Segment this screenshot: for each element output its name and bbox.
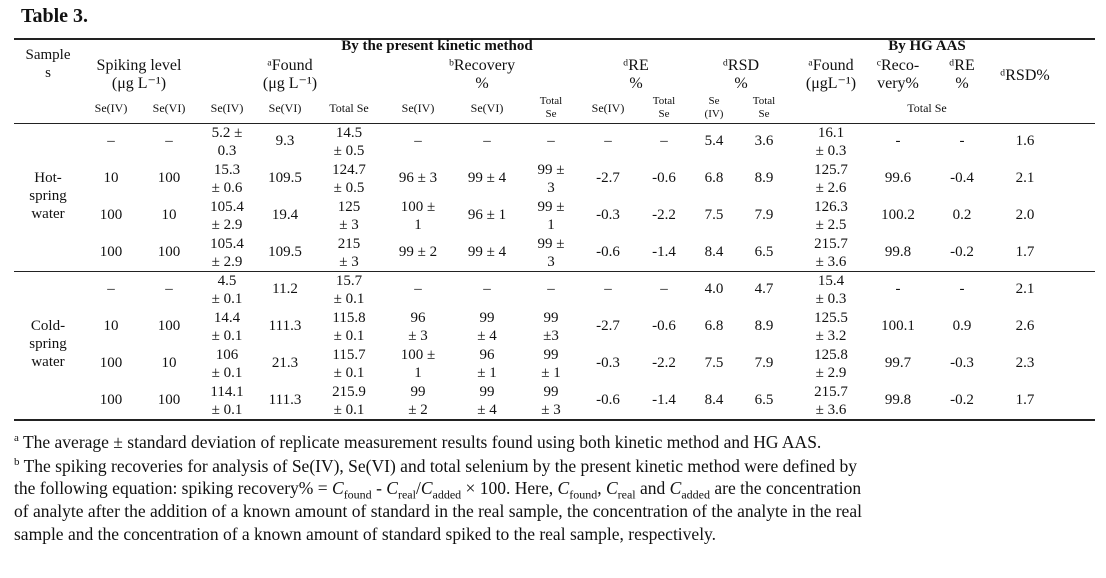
table-cell-r4: – xyxy=(414,133,422,149)
table-cell-rt: 99 ±3 xyxy=(543,310,559,344)
table-cell-r6: 99 ± 4 xyxy=(477,310,497,344)
table-cell-af: 15.4 ± 0.3 xyxy=(815,273,847,307)
footnote-a: $^a$ The average ± standard deviation of replicate measurement results found using both kinetic method and HG AAS. xyxy=(14,431,822,452)
table-cell-ar: 100.1 xyxy=(881,318,915,334)
footnote-b-line1: $^b$ The spiking recoveries for analysis of Se(IV), Se(VI) and total selenium by the present kinetic method were defined by xyxy=(14,455,857,476)
table-cell-rsdt: 6.5 xyxy=(754,244,774,260)
table-cell-f4: 106 ± 0.1 xyxy=(211,347,243,381)
group-label-cold-spring: Cold- spring water xyxy=(29,318,67,370)
table-cell-are: -0.2 xyxy=(950,392,974,408)
table-cell-are: 0.2 xyxy=(952,207,972,223)
table-cell-arsd: 2.1 xyxy=(1015,281,1035,297)
table-cell-rt: 99 ± 3 xyxy=(537,236,565,270)
sub-rsd-total: Total Se xyxy=(752,95,776,120)
table-cell-rsdt: 8.9 xyxy=(754,170,774,186)
table-cell-spk4: 100 xyxy=(99,207,123,223)
table-cell-r6: 99 ± 4 xyxy=(477,384,497,418)
table-cell-ft: 115.7 ± 0.1 xyxy=(332,347,366,381)
table-cell-af: 126.3 ± 2.5 xyxy=(814,199,848,233)
footnote-b-line2: the following equation: spiking recovery% = $C_{found} - C_{real}/C_{added} \times 100$. Here, $C_{found}$, $C_{real}$ and $C_{added}$ are the concentration xyxy=(14,478,862,502)
table-cell-r6: 96 ± 1 xyxy=(467,207,507,223)
table-cell-spk4: 100 xyxy=(99,355,123,371)
table-cell-ret: – xyxy=(660,133,668,149)
table-cell-arsd: 2.6 xyxy=(1015,318,1035,334)
table-cell-f6: 21.3 xyxy=(271,355,299,371)
table-cell-f6: 19.4 xyxy=(271,207,299,223)
table-cell-f6: 111.3 xyxy=(268,392,302,408)
table-cell-ft: 125 ± 3 xyxy=(337,199,361,233)
table-cell-spk4: – xyxy=(107,281,115,297)
table-group-rule xyxy=(14,271,1095,272)
table-cell-ret: -2.2 xyxy=(652,355,676,371)
table-cell-rsd4: 5.4 xyxy=(704,133,724,149)
table-cell-f4: 14.4 ± 0.1 xyxy=(211,310,243,344)
table-cell-spk6: 10 xyxy=(161,355,177,371)
table-cell-rt: 99 ± 1 xyxy=(541,347,561,381)
table-cell-spk6: – xyxy=(165,133,173,149)
table-cell-rsdt: 4.7 xyxy=(754,281,774,297)
table-cell-rsd4: 8.4 xyxy=(704,244,724,260)
table-cell-ar: 99.8 xyxy=(884,392,912,408)
table-cell-re4: – xyxy=(604,133,612,149)
footnote-b-line3: of analyte after the addition of a known amount of standard in the real sample, the concentration of the analyte in the real xyxy=(14,501,862,521)
table-cell-ar: - xyxy=(895,133,901,149)
sub-rec-se6: Se(VI) xyxy=(470,101,504,115)
table-cell-spk4: 100 xyxy=(99,392,123,408)
header-aas-found: ᵃFound (μgL⁻¹) xyxy=(805,57,857,92)
table-cell-ar: 99.8 xyxy=(884,244,912,260)
table-cell-ar: - xyxy=(895,281,901,297)
table-cell-arsd: 2.1 xyxy=(1015,170,1035,186)
table-cell-f4: 5.2 ± 0.3 xyxy=(211,125,243,159)
table-cell-re4: -0.3 xyxy=(596,355,620,371)
table-cell-f6: 111.3 xyxy=(268,318,302,334)
table-cell-af: 125.8 ± 2.9 xyxy=(814,347,848,381)
table-cell-spk4: 10 xyxy=(103,318,119,334)
table-cell-r4: 99 ± 2 xyxy=(398,244,438,260)
table-cell-rt: 99 ± 1 xyxy=(537,199,565,233)
table-cell-af: 215.7 ± 3.6 xyxy=(814,236,848,270)
header-kinetic-group: By the present kinetic method xyxy=(341,38,533,54)
table-cell-spk4: – xyxy=(107,133,115,149)
table-cell-are: - xyxy=(959,133,965,149)
table-cell-r6: 99 ± 4 xyxy=(467,170,507,186)
table-cell-arsd: 1.7 xyxy=(1015,244,1035,260)
table-cell-rsd4: 4.0 xyxy=(704,281,724,297)
header-aas-re: ᵈRE % xyxy=(949,57,975,92)
table-cell-rsdt: 8.9 xyxy=(754,318,774,334)
header-aas-rsd: ᵈRSD% xyxy=(1000,67,1050,84)
header-sample: Sample s xyxy=(25,47,71,81)
table-cell-are: - xyxy=(959,281,965,297)
sub-re-total: Total Se xyxy=(652,95,676,120)
table-cell-rt: – xyxy=(547,281,555,297)
table-cell-rt: 99 ± 3 xyxy=(537,162,565,196)
table-cell-rsdt: 7.9 xyxy=(754,355,774,371)
table-cell-rsd4: 7.5 xyxy=(704,207,724,223)
table-cell-spk6: 10 xyxy=(161,207,177,223)
sub-rsd-se: Se (IV) xyxy=(704,95,724,120)
table-cell-ar: 100.2 xyxy=(881,207,915,223)
table-cell-ft: 15.7 ± 0.1 xyxy=(333,273,365,307)
header-found: ᵃFound (μg L⁻¹) xyxy=(262,57,318,92)
table-cell-f4: 105.4 ± 2.9 xyxy=(210,199,244,233)
table-cell-rsd4: 7.5 xyxy=(704,355,724,371)
sub-rec-total: Total Se xyxy=(539,95,563,120)
table-cell-af: 125.5 ± 3.2 xyxy=(814,310,848,344)
table-cell-spk6: 100 xyxy=(157,170,181,186)
header-re: ᵈRE % xyxy=(623,57,649,92)
table-bottom-rule xyxy=(14,419,1095,421)
table-cell-f4: 105.4 ± 2.9 xyxy=(210,236,244,270)
table-cell-spk6: – xyxy=(165,281,173,297)
table-cell-are: -0.3 xyxy=(950,355,974,371)
sub-spk-se6: Se(VI) xyxy=(152,101,186,115)
table-cell-ar: 99.7 xyxy=(884,355,912,371)
table-cell-ft: 124.7 ± 0.5 xyxy=(332,162,366,196)
table-cell-r6: 96 ± 1 xyxy=(477,347,497,381)
sub-re-se4: Se(IV) xyxy=(591,101,625,115)
header-recovery: ᵇRecovery % xyxy=(448,57,516,92)
table-cell-f4: 15.3 ± 0.6 xyxy=(211,162,243,196)
header-rsd: ᵈRSD % xyxy=(722,57,760,92)
header-spiking-level: Spiking level (μg L⁻¹) xyxy=(96,57,182,92)
table-cell-arsd: 1.7 xyxy=(1015,392,1035,408)
table-cell-f6: 9.3 xyxy=(275,133,295,149)
table-cell-r4: 99 ± 2 xyxy=(408,384,428,418)
sub-fnd-se4: Se(IV) xyxy=(210,101,244,115)
table-cell-arsd: 2.3 xyxy=(1015,355,1035,371)
sub-aas-total: Total Se xyxy=(907,101,947,115)
table-cell-arsd: 1.6 xyxy=(1015,133,1035,149)
table-cell-ret: – xyxy=(660,281,668,297)
table-cell-re4: -2.7 xyxy=(596,170,620,186)
header-aas-recovery: ᶜReco- very% xyxy=(876,57,920,92)
table-cell-ret: -2.2 xyxy=(652,207,676,223)
table-cell-ret: -0.6 xyxy=(652,170,676,186)
table-cell-spk6: 100 xyxy=(157,318,181,334)
table-cell-re4: -0.6 xyxy=(596,392,620,408)
table-cell-are: -0.2 xyxy=(950,244,974,260)
table-cell-ft: 215.9 ± 0.1 xyxy=(332,384,366,418)
table-cell-rsd4: 8.4 xyxy=(704,392,724,408)
table-cell-ar: 99.6 xyxy=(884,170,912,186)
sub-fnd-total: Total Se xyxy=(329,101,369,115)
table-cell-are: -0.4 xyxy=(950,170,974,186)
table-cell-ret: -1.4 xyxy=(652,392,676,408)
table-cell-rsdt: 6.5 xyxy=(754,392,774,408)
table-cell-spk4: 100 xyxy=(99,244,123,260)
table-cell-f6: 11.2 xyxy=(272,281,298,297)
table-header-rule xyxy=(14,123,1095,124)
table-cell-ft: 14.5 ± 0.5 xyxy=(333,125,365,159)
table-cell-rsdt: 3.6 xyxy=(754,133,774,149)
table-cell-f6: 109.5 xyxy=(268,244,302,260)
table-cell-spk4: 10 xyxy=(103,170,119,186)
table-cell-r4: 100 ± 1 xyxy=(400,347,436,381)
table-cell-arsd: 2.0 xyxy=(1015,207,1035,223)
table-cell-r6: – xyxy=(483,281,491,297)
table-cell-af: 215.7 ± 3.6 xyxy=(814,384,848,418)
table-cell-af: 125.7 ± 2.6 xyxy=(814,162,848,196)
table-cell-are: 0.9 xyxy=(952,318,972,334)
table-cell-r6: 99 ± 4 xyxy=(467,244,507,260)
table-cell-re4: -2.7 xyxy=(596,318,620,334)
table-cell-rsdt: 7.9 xyxy=(754,207,774,223)
table-cell-r4: 96 ± 3 xyxy=(398,170,438,186)
table-cell-f6: 109.5 xyxy=(268,170,302,186)
table-cell-rsd4: 6.8 xyxy=(704,318,724,334)
table-cell-r4: 96 ± 3 xyxy=(408,310,428,344)
sub-spk-se4: Se(IV) xyxy=(94,101,128,115)
table-cell-r4: 100 ± 1 xyxy=(400,199,436,233)
table-cell-rsd4: 6.8 xyxy=(704,170,724,186)
table-cell-spk6: 100 xyxy=(157,244,181,260)
table-cell-af: 16.1 ± 0.3 xyxy=(815,125,847,159)
table-cell-re4: -0.3 xyxy=(596,207,620,223)
group-label-hot-spring: Hot- spring water xyxy=(29,170,67,222)
sub-fnd-se6: Se(VI) xyxy=(268,101,302,115)
table-caption: Table 3. xyxy=(21,5,89,27)
sub-rec-se4: Se(IV) xyxy=(401,101,435,115)
table-cell-spk6: 100 xyxy=(157,392,181,408)
table-cell-rt: – xyxy=(547,133,555,149)
table-cell-ft: 115.8 ± 0.1 xyxy=(332,310,366,344)
table-cell-f4: 114.1 ± 0.1 xyxy=(210,384,244,418)
table-cell-ft: 215 ± 3 xyxy=(337,236,361,270)
footnote-b-line4: sample and the concentration of a known amount of standard spiked to the real sample, respectively. xyxy=(14,524,717,544)
table-cell-r4: – xyxy=(414,281,422,297)
header-aas-group: By HG AAS xyxy=(888,38,966,54)
table-cell-re4: -0.6 xyxy=(596,244,620,260)
table-cell-rt: 99 ± 3 xyxy=(541,384,561,418)
table-cell-ret: -1.4 xyxy=(652,244,676,260)
table-cell-re4: – xyxy=(604,281,612,297)
table-cell-r6: – xyxy=(483,133,491,149)
table-cell-f4: 4.5 ± 0.1 xyxy=(211,273,243,307)
table-cell-ret: -0.6 xyxy=(652,318,676,334)
